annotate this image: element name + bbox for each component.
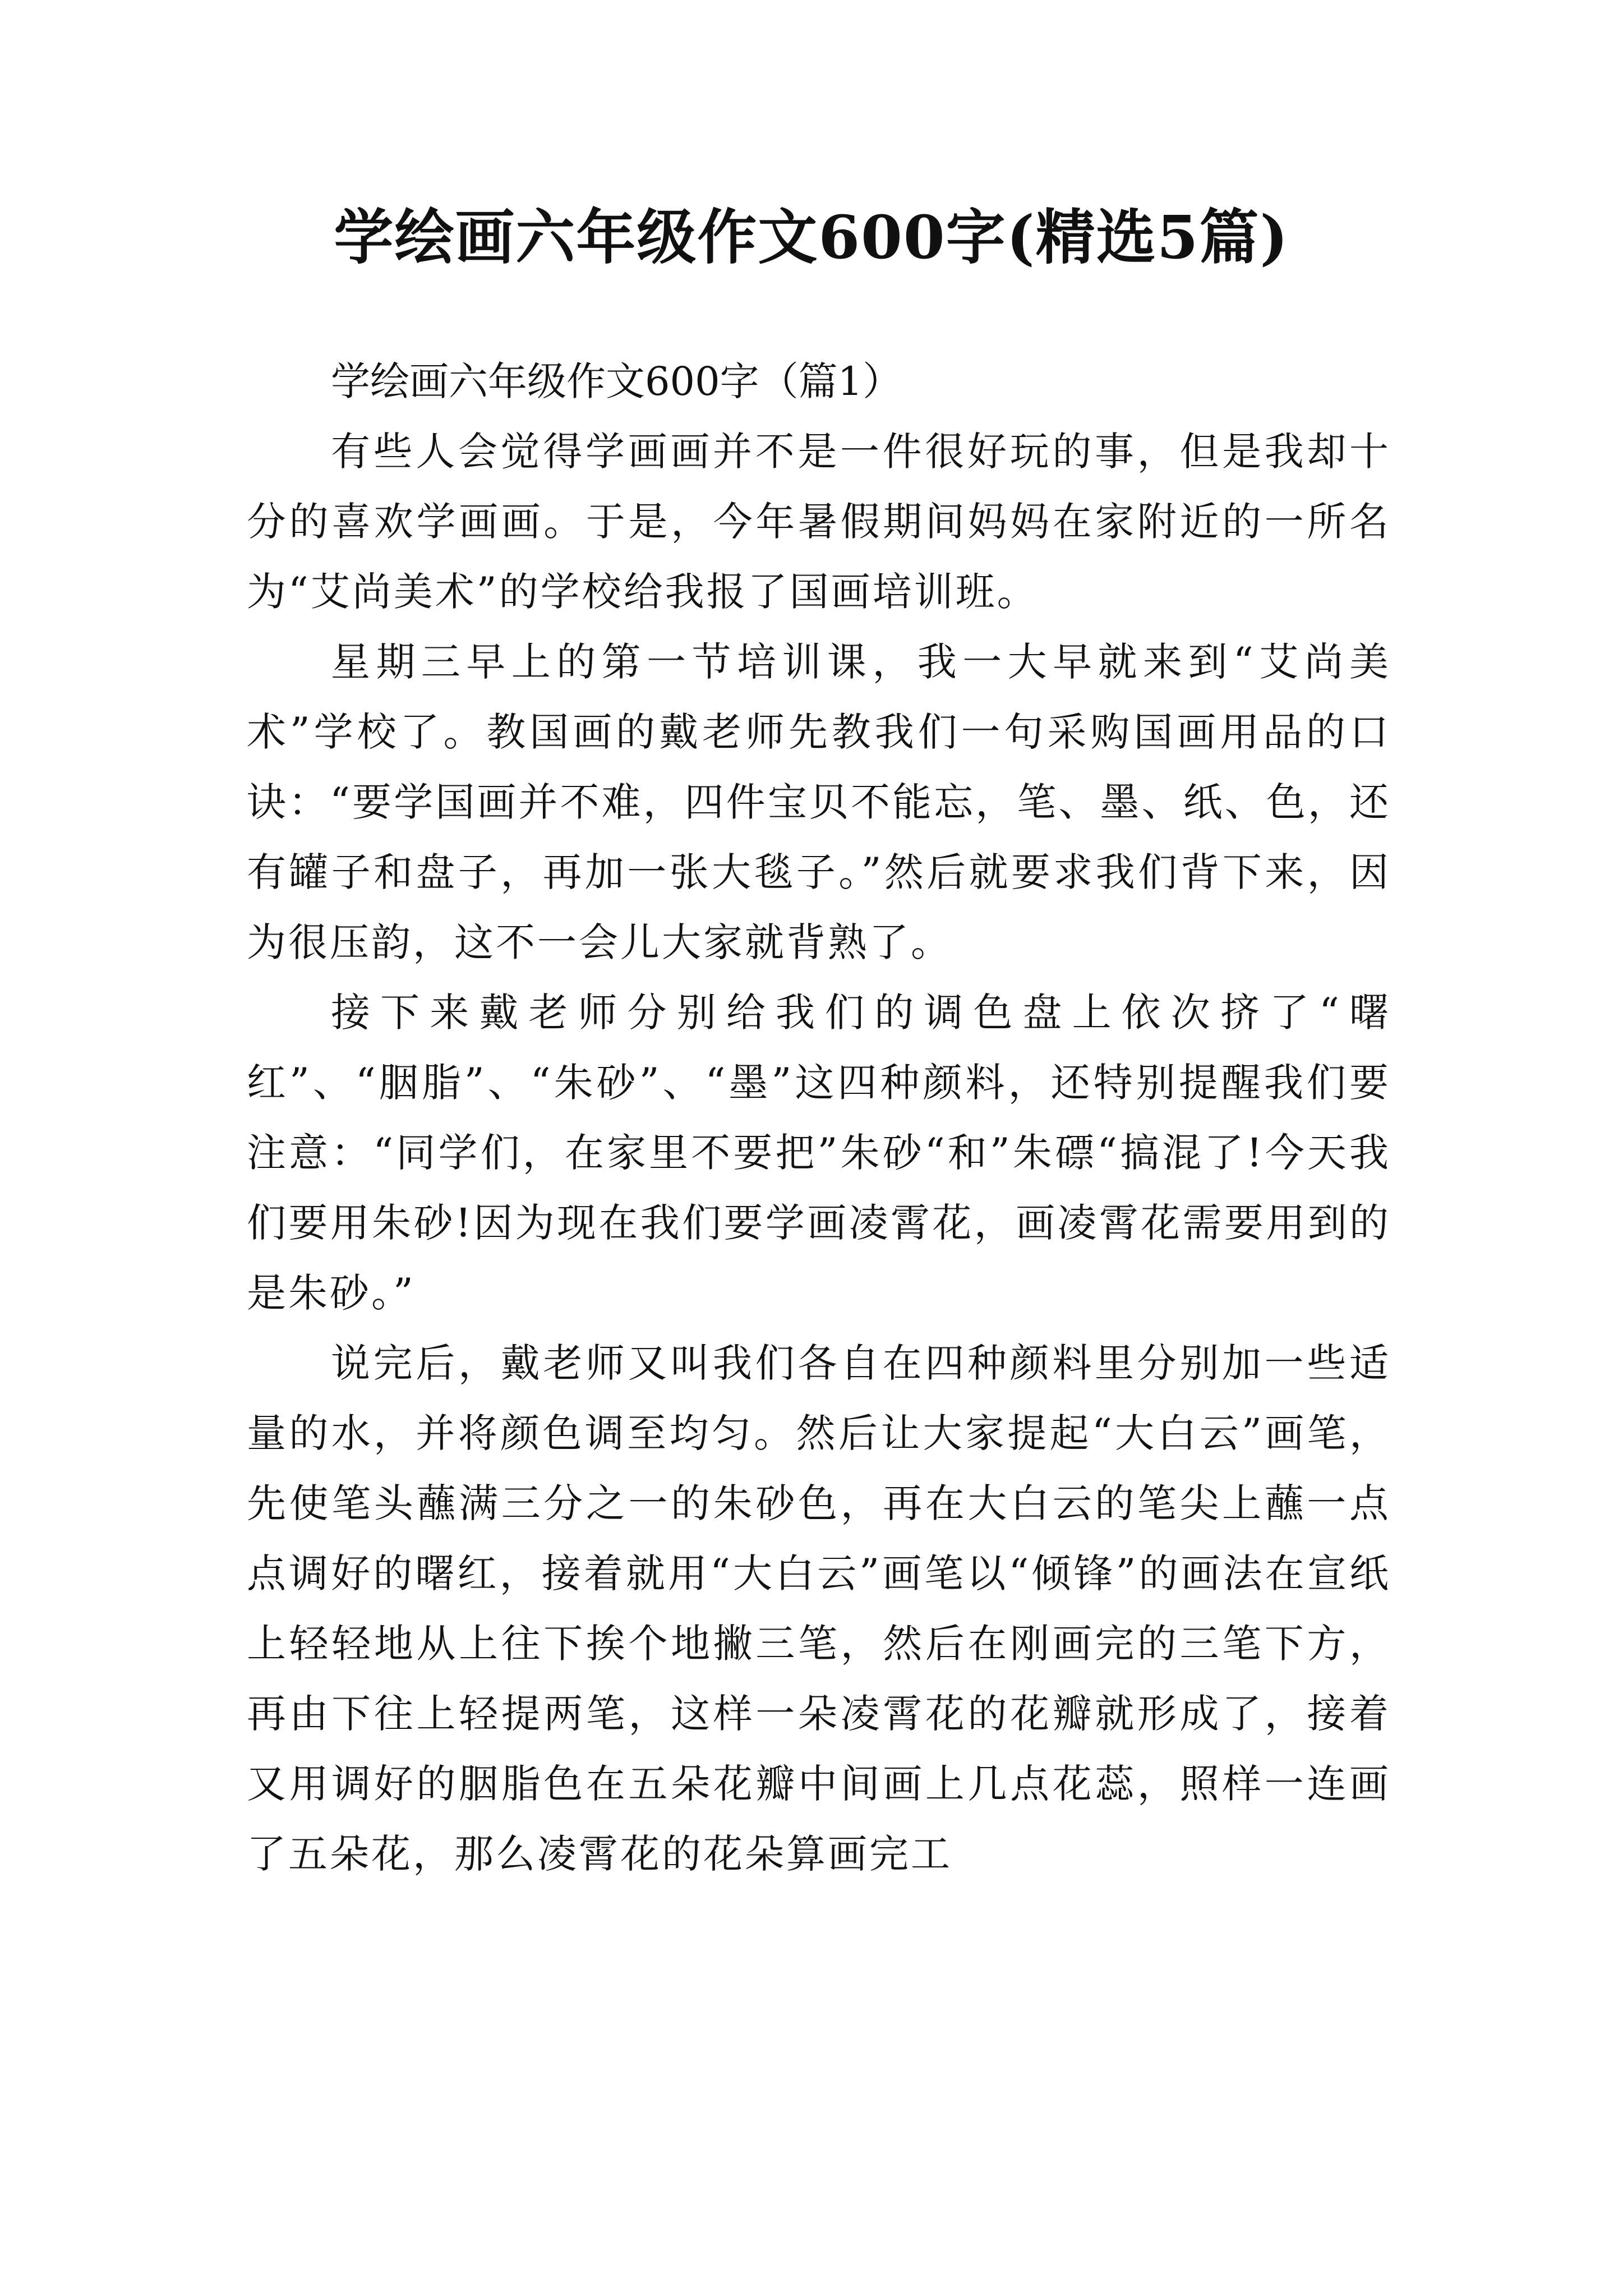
paragraph-1: 有些人会觉得学画画并不是一件很好玩的事，但是我却十分的喜欢学画画。于是，今年暑假期间妈妈在家附近的一所名为“艾尚美术”的学校给我报了国画培训班。 <box>247 429 1391 615</box>
paragraph-2: 星期三早上的第一节培训课，我一大早就来到“艾尚美术”学校了。教国画的戴老师先教我们一句采购国画用品的口诀：“要学国画并不难，四件宝贝不能忘，笔、墨、纸、色，还有罐子和盘子，再加一张大毯子。”然后就要求我们背下来，因为很压韵，这不一会儿大家就背熟了。 <box>247 639 1391 965</box>
section-heading: 学绘画六年级作文600字（篇1） <box>331 358 902 404</box>
document-title: 学绘画六年级作文600字(精选5篇) <box>334 202 1289 272</box>
paragraph-3: 接下来戴老师分别给我们的调色盘上依次挤了“曙红”、“胭脂”、“朱砂”、“墨”这四种颜料，还特别提醒我们要注意：“同学们，在家里不要把”朱砂“和”朱磦“搞混了!今天我们要用朱砂!因为现在我们要学画凌霄花，画凌霄花需要用到的是朱砂。” <box>247 990 1391 1316</box>
paragraph-4: 说完后，戴老师又叫我们各自在四种颜料里分别加一些适量的水，并将颜色调至均匀。然后让大家提起“大白云”画笔，先使笔头蘸满三分之一的朱砂色，再在大白云的笔尖上蘸一点点调好的曙红，接着就用“大白云”画笔以“倾锋”的画法在宣纸上轻轻地从上往下挨个地撇三笔，然后在刚画完的三笔下方，再由下往上轻提两笔，这样一朵凌霄花的花瓣就形成了，接着又用调好的胭脂色在五朵花瓣中间画上几点花蕊，照样一连画了五朵花，那么凌霄花的花朵算画完工 <box>247 1340 1391 1877</box>
document-body <box>247 347 1391 1889</box>
